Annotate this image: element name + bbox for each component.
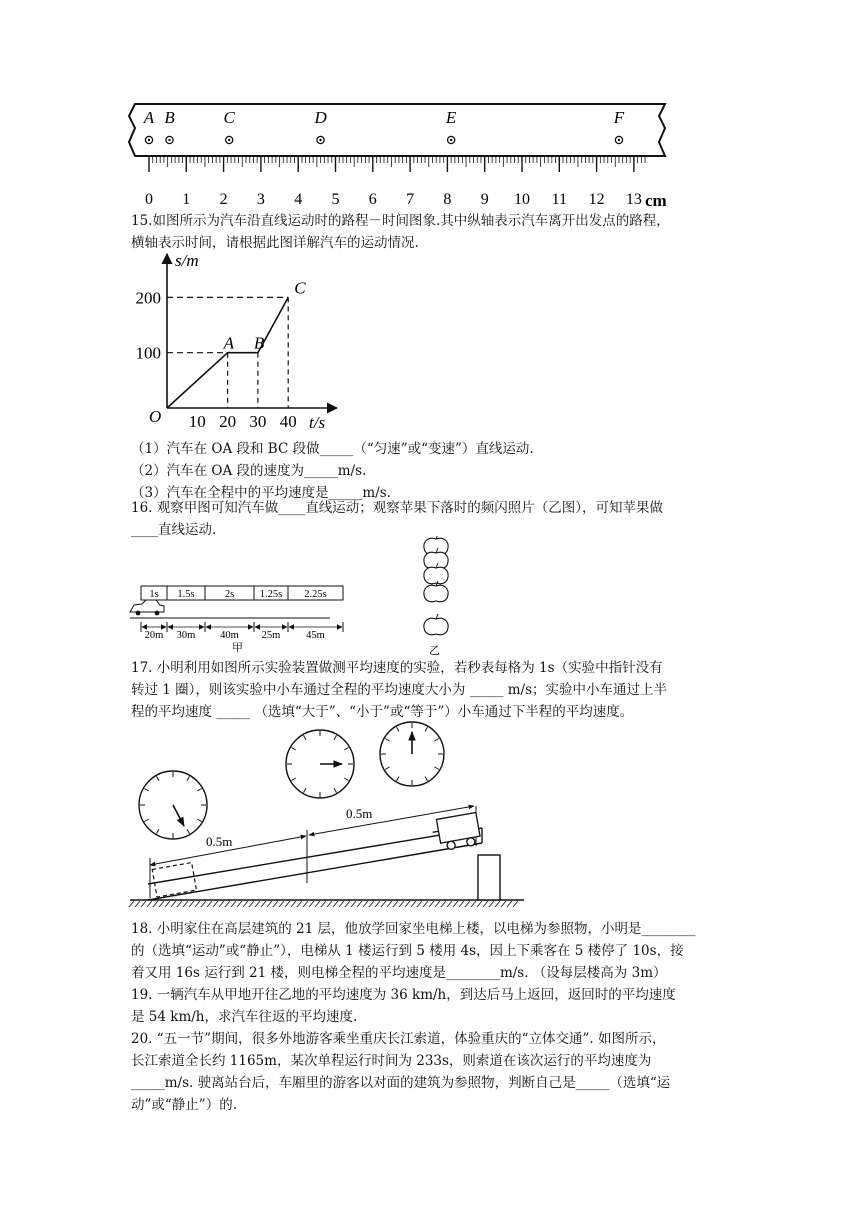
y-tick-label: 200	[135, 288, 161, 308]
q15-line1: 15.如图所示为汽车沿直线运动时的路程－时间图象.其中纵轴表示汽车离开出发点的路程，	[131, 213, 670, 229]
q15-subquestions	[131, 438, 731, 504]
ruler-point-label: B	[164, 108, 175, 127]
x-tick-label: 20	[219, 412, 237, 431]
y-tick-labels	[136, 288, 162, 362]
ruler-figure	[125, 98, 685, 210]
ruler-point-label: A	[143, 108, 155, 127]
ruler-ticks	[149, 156, 645, 172]
support-block	[478, 855, 500, 900]
label-jia: 甲	[232, 642, 243, 654]
x-tick-label: 40	[279, 412, 297, 431]
ruler-point-label: D	[314, 108, 327, 127]
time-label: 2s	[224, 589, 235, 600]
q20-line1: 20. “五一节”期间，很多外地游客乘坐重庆长江索道，体验重庆的“立体交通”. 如图所示，	[131, 1031, 666, 1047]
ruler-tick-label: 13	[625, 191, 642, 208]
ruler-unit: cm	[645, 191, 667, 210]
ruler-tick-label: 7	[406, 191, 415, 208]
q20-line4: 动”或“静止”）的.	[131, 1097, 237, 1113]
q15-line2: 横轴表示时间，请根据此图详解汽车的运动情况.	[131, 235, 419, 251]
car-motion-figure	[128, 582, 358, 654]
q18-line3: 着又用 16s 运行到 21 楼，则电梯全程的平均速度是________m/s. （设每层楼高为 3m）	[131, 965, 667, 981]
q19-text	[131, 984, 731, 1028]
q16-line1: 16. 观察甲图可知汽车做____直线运动；观察苹果下落时的频闪照片（乙图），可知苹果做	[131, 500, 664, 516]
q17-line2: 转过 1 圈），则该实验中小车通过全程的平均速度大小为 _____ m/s；实验中小车通过上半	[131, 682, 668, 698]
distance-label: 45m	[306, 630, 325, 641]
ruler-point-label: C	[223, 108, 235, 127]
x-tick-label: 30	[249, 412, 267, 431]
distance-label: 20m	[144, 630, 164, 641]
stopwatch-middle-icon	[286, 730, 354, 798]
q18-text	[131, 918, 731, 984]
distance-label: 25m	[261, 630, 281, 641]
y-axis-label: s/m	[175, 251, 199, 270]
point-label: B	[253, 333, 265, 353]
distance-label: 40m	[220, 630, 239, 641]
point-label: C	[294, 278, 306, 298]
ruler-tick-label: 4	[294, 191, 303, 208]
car-icon	[130, 600, 164, 615]
q16-text	[131, 497, 731, 541]
label-lower-half: 0.5m	[206, 834, 233, 849]
label-yi: 乙	[429, 645, 440, 657]
q15-sub2: （2）汽车在 OA 段的速度为_____m/s.	[131, 463, 367, 479]
incline-experiment-figure	[128, 718, 528, 914]
point-label: A	[223, 333, 234, 353]
q20-text	[131, 1028, 731, 1116]
x-tick-labels	[189, 412, 297, 431]
q16-line2: ____直线运动.	[131, 522, 217, 538]
st-graph	[125, 250, 345, 440]
apple-icon	[424, 581, 448, 602]
ruler-tick-label: 5	[331, 191, 340, 208]
q15-text	[131, 210, 731, 254]
x-tick-label: 10	[188, 412, 206, 431]
q15-sub3: （3）汽车在全程中的平均速度是_____m/s.	[131, 485, 391, 501]
x-axis-label: t/s	[309, 413, 326, 432]
time-label: 1s	[149, 589, 159, 600]
q20-line3: _____m/s. 驶离站台后，车厢里的游客以对面的建筑为参照物，判断自己是_____（选填“运	[131, 1075, 671, 1091]
stopwatch-start-icon	[139, 771, 207, 839]
ruler-tick-label: 12	[588, 191, 605, 208]
q15-sub1: （1）汽车在 OA 段和 BC 段做_____（“匀速”或“变速”）直线运动.	[131, 441, 534, 457]
origin-label: O	[149, 407, 162, 426]
distance-label: 30m	[176, 630, 196, 641]
ruler-tick-label: 0	[145, 191, 153, 208]
y-tick-label: 100	[135, 343, 161, 363]
ruler-tick-label: 11	[551, 191, 568, 208]
ruler-point-label: F	[613, 108, 625, 127]
q17-line3: 程的平均速度 _____ （选填“大于”、“小于”或“等于”）小车通过下半程的平均速度。	[131, 704, 634, 720]
q17-line1: 17. 小明利用如图所示实验装置做测平均速度的实验，若秒表每格为 1s（实验中指针没有	[131, 660, 663, 676]
label-upper-half: 0.5m	[346, 806, 373, 821]
q19-line2: 是 54 km/h，求汽车往返的平均速度.	[131, 1009, 358, 1025]
apple-icons	[424, 536, 448, 635]
ruler-point-label: E	[445, 108, 457, 127]
ruler-tick-label: 8	[443, 191, 452, 208]
ruler-tick-labels	[145, 191, 642, 208]
time-label: 1.5s	[177, 589, 195, 600]
ruler-tick-label: 1	[182, 191, 191, 208]
distance-segments	[130, 618, 343, 641]
q18-line2: 的（选填“运动”或“静止”），电梯从 1 楼运行到 5 楼用 4s，因上下乘客在 5 楼停了 10s，接	[131, 943, 684, 959]
time-boxes	[141, 586, 343, 600]
q19-line1: 19. 一辆汽车从甲地开往乙地的平均速度为 36 km/h，到达后马上返回，返回时的平均速度	[131, 987, 676, 1003]
ruler-tick-label: 2	[219, 191, 228, 208]
incline-surface	[148, 843, 482, 900]
ruler-tick-label: 9	[480, 191, 489, 208]
cart-icon	[431, 813, 482, 853]
time-label: 1.25s	[259, 589, 283, 600]
ruler-tick-label: 3	[256, 191, 265, 208]
time-label: 2.25s	[304, 589, 327, 600]
ground-hatch	[129, 901, 518, 907]
q18-line1: 18. 小明家住在高层建筑的 21 层，他放学回家坐电梯上楼，以电梯为参照物，小明是________	[131, 921, 696, 937]
apple-icon	[424, 614, 448, 635]
q20-line2: 长江索道全长约 1165m，某次单程运行时间为 233s，则索道在该次运行的平均速度为	[131, 1053, 652, 1069]
ruler-tick-label: 10	[514, 191, 530, 208]
ruler-tick-label: 6	[368, 191, 377, 208]
apple-strobe-figure	[418, 536, 454, 658]
tape-outline	[129, 104, 665, 156]
stopwatch-end-icon	[380, 722, 444, 786]
q17-text	[131, 657, 731, 723]
